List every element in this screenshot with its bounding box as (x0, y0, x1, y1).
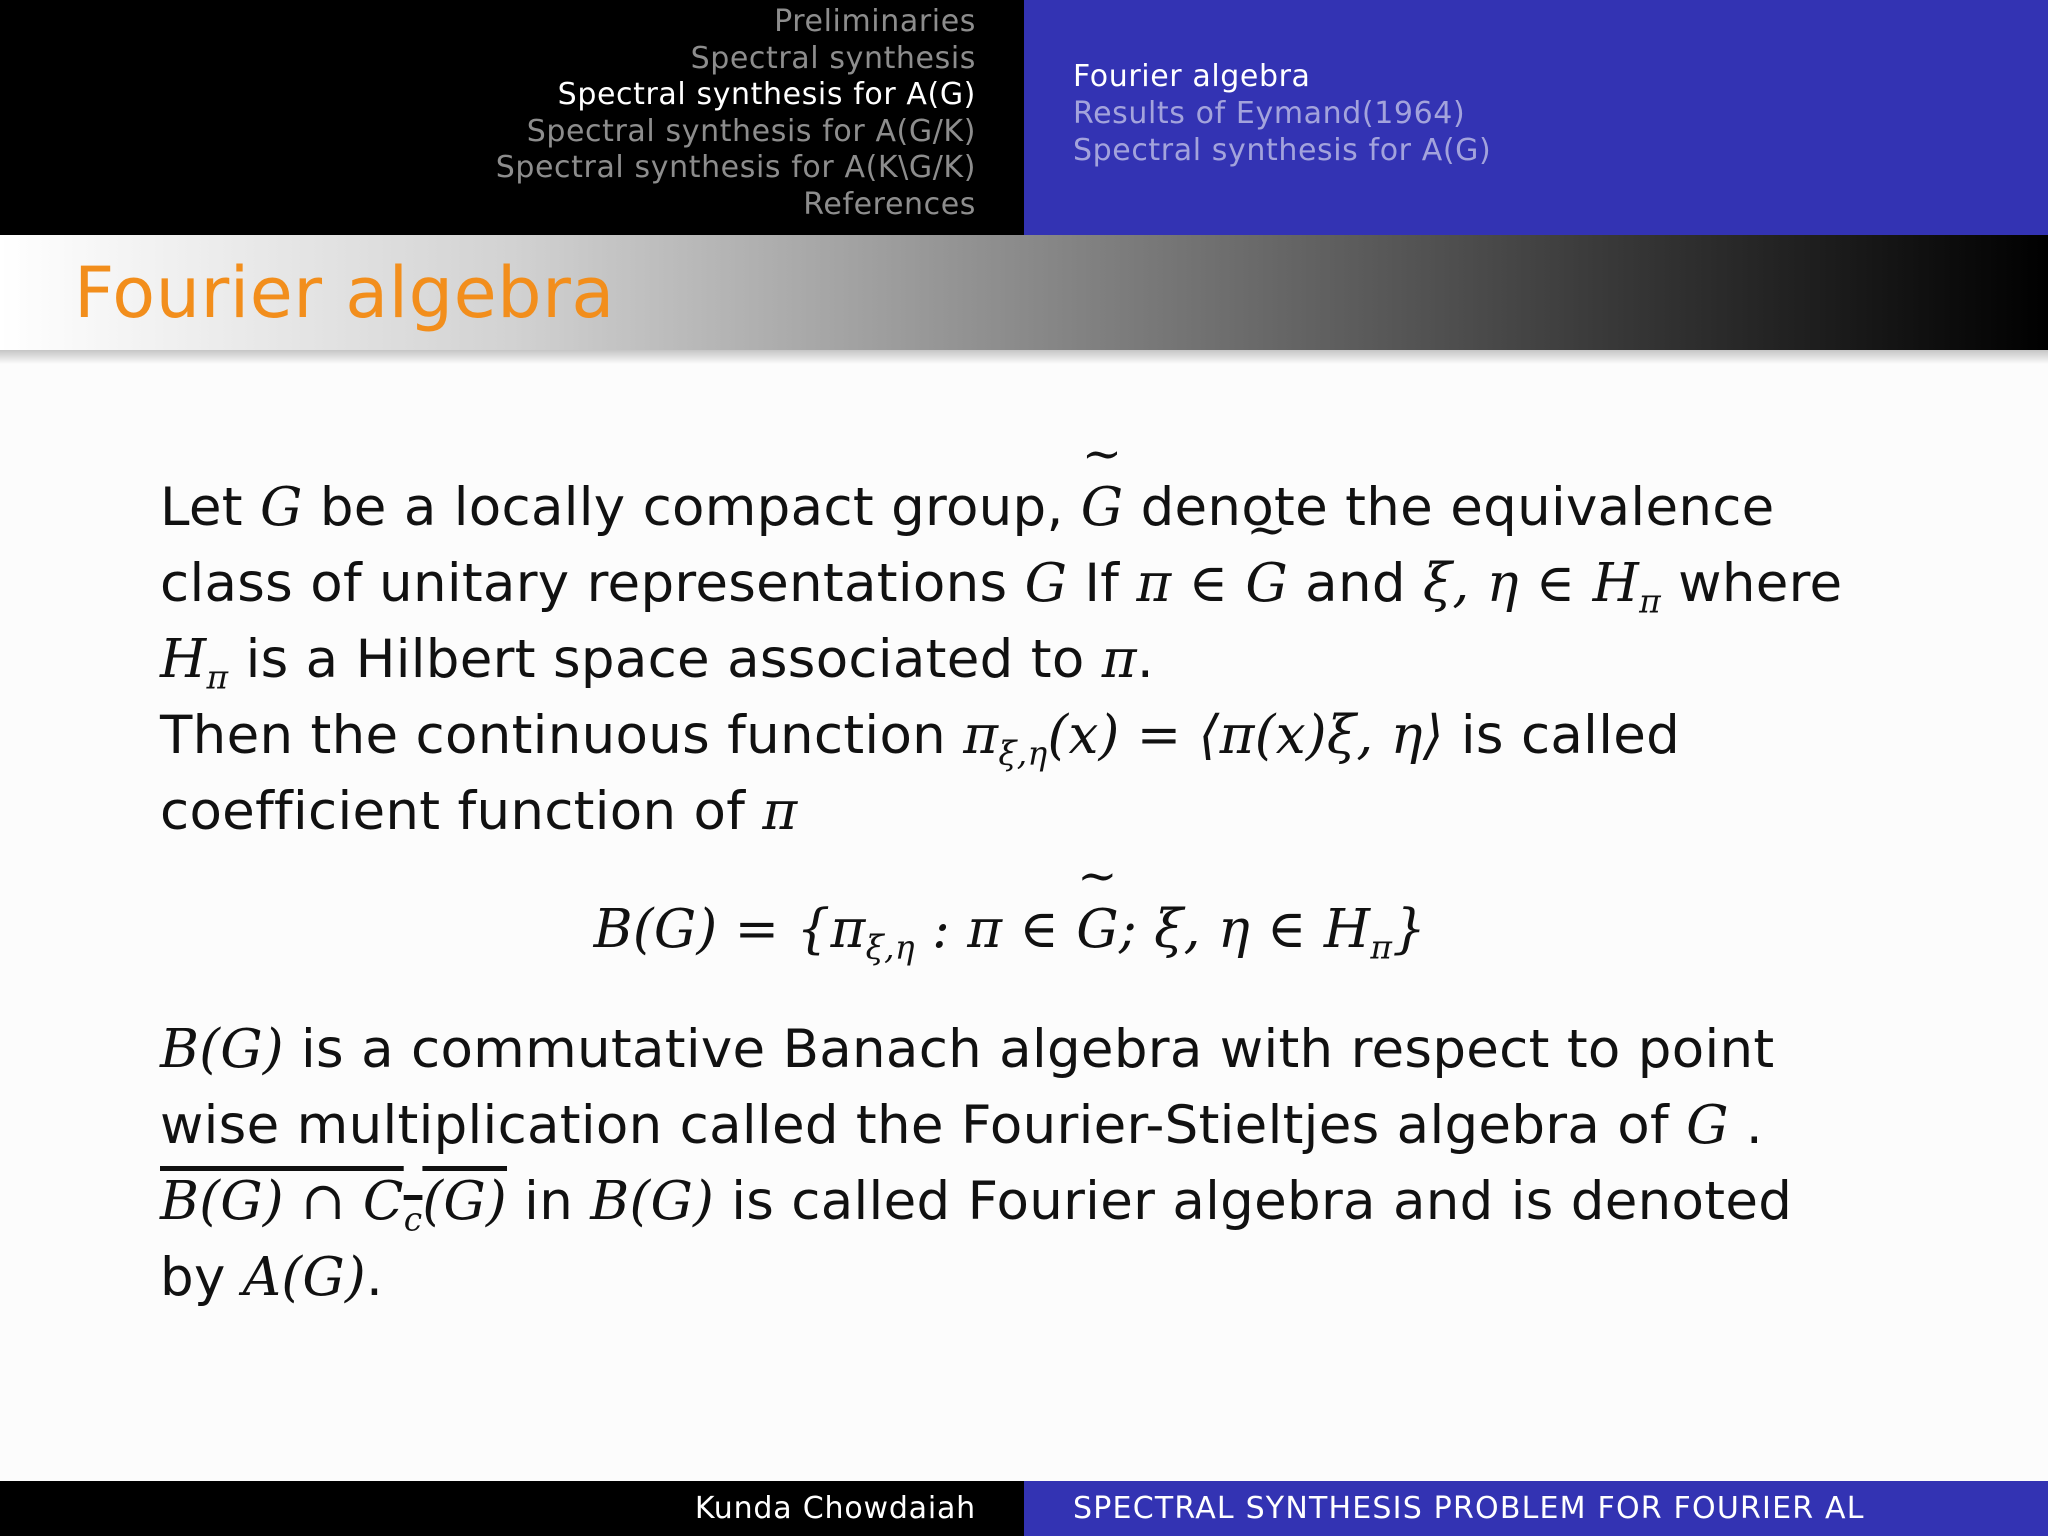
nav-subsection-spectral-synthesis-ag[interactable]: Spectral synthesis for A(G) (1073, 133, 1492, 168)
header-bar (0, 0, 2048, 235)
nav-section-references[interactable]: References (803, 186, 976, 222)
dual-group-symbol: ~ G (1245, 546, 1288, 622)
nav-subsection-fourier-algebra[interactable]: Fourier algebra (1073, 59, 1311, 94)
paragraph-coefficient-function: Then the continuous function $\pi_{\xi,\eta}(x)$ = ⟨π(x)ξ, η⟩ is called coefficient function of π (160, 705, 1681, 842)
section-navigation (0, 0, 1024, 235)
paragraph-definition: Let G be a locally compact group, ~ G denote the equivalence class of unitary representations G If π ∈ ~ G and ξ, η ∈ $H_\pi$ where $H_\pi$ is a Hilbert space associated to π. (160, 470, 1860, 698)
display-equation-bg: $B(G) = \{\pi_{\xi,\eta}$ : π ∈ ~ G; ξ, η ∈ $H_\pi$} (160, 892, 1860, 968)
slide-body (160, 470, 1860, 1316)
footer-bar (0, 1481, 2048, 1536)
paragraph-fourier-algebra-definition: B(G) ∩ $C_c(G)$ in B(G) is called Fourier algebra and is denoted by A(G). (160, 1171, 1793, 1308)
nav-section-preliminaries[interactable]: Preliminaries (774, 4, 976, 39)
nav-section-spectral-synthesis-agk[interactable]: Spectral synthesis for A(G/K) (526, 113, 976, 149)
frame-title-bar (0, 235, 2048, 350)
nav-section-spectral-synthesis-akgk[interactable]: Spectral synthesis for A(K\G/K) (495, 150, 976, 185)
footer-talk-title: SPECTRAL SYNTHESIS PROBLEM FOR FOURIER AL (1024, 1481, 2048, 1536)
nav-section-spectral-synthesis[interactable]: Spectral synthesis (690, 40, 976, 76)
dual-group-symbol: ~ G (1076, 892, 1119, 968)
frame-title: Fourier algebra (74, 252, 615, 334)
footer-author: Kunda Chowdaiah (0, 1481, 1024, 1536)
nav-section-spectral-synthesis-ag[interactable]: Spectral synthesis for A(G) (557, 77, 976, 112)
paragraph-fourier-stieltjes: B(G) is a commutative Banach algebra with respect to point wise multiplication called the Fourier-Stieltjes algebra of G . (160, 1019, 1775, 1156)
dual-group-symbol: ~ G (1081, 470, 1124, 546)
subsection-navigation (1024, 0, 2048, 235)
nav-subsection-results-eymand[interactable]: Results of Eymand(1964) (1073, 96, 1466, 131)
closure-expression: B(G) ∩ $C_c(G)$ (160, 1171, 508, 1239)
